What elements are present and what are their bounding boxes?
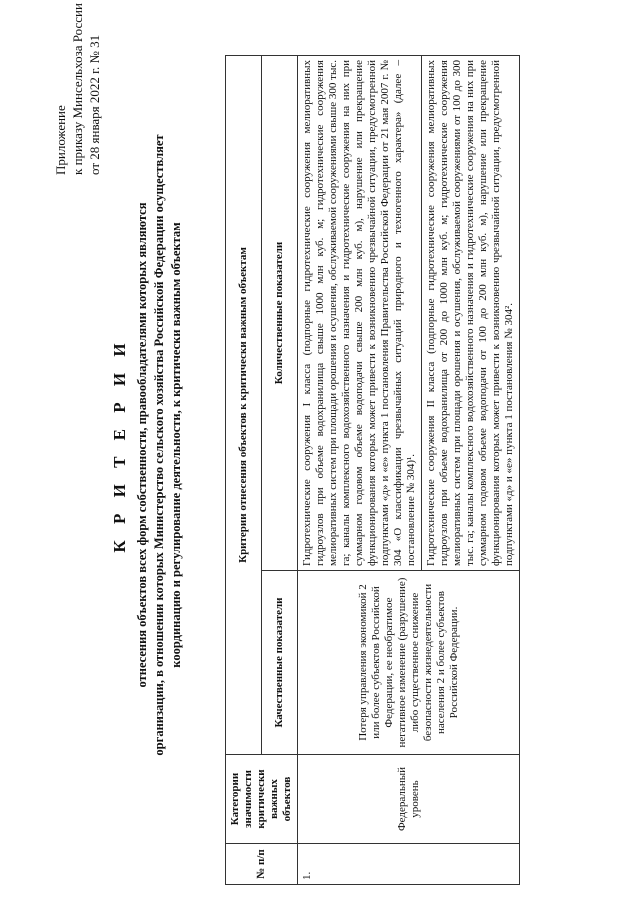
header-criteria: Критерии отнесения объектов к критически важным объектам [226, 56, 262, 755]
header-quantitative: Количественные показатели [262, 56, 298, 571]
row-num: 1. [298, 844, 520, 885]
appendix-date: от 28 января 2022 г. № 31 [87, 34, 102, 175]
row-qualitative: Потеря управления экономикой 2 или более субъектов Российской Федерации, ее необратимое негативное изменение (разрушение) либо существенное снижение безопасности жизнедеятельности населения 2 и более субъектов Российской Федерации. [298, 571, 520, 755]
appendix-header [52, 5, 103, 175]
header-num: № п/п [226, 844, 298, 885]
criteria-table [225, 55, 520, 885]
header-category: Категории значимости критически важных объектов [226, 755, 298, 844]
row-category: Федеральный уровень [298, 755, 520, 844]
title-main: К Р И Т Е Р И И [110, 337, 129, 553]
table-header-row [226, 56, 262, 885]
row-quantitative-1: Гидротехнические сооружения I класса (подпорные гидротехнические сооружения мелиоративных гидроузлов при объеме водохранилища свыше 1000 млн куб. м; гидротехнические сооружения мелиоративных систем при площади орошения и осушения, обслуживаемой сооружениями свыше 300 тыс. га; каналы комплексного водохозяйственного назначения и гидротехнические сооружения на них при суммарном годовом объеме водоподачи свыше 200 млн куб. м), нарушение или прекращение функционирования которых может привести к возникновению чрезвычайной ситуации, предусмотренной подпунктами «д» и «е» пункта 1 постановления Правительства Российской Федерации от 21 мая 2007 г. № 304 «О классификации чрезвычайных ситуаций природного и техногенного характера» (далее – постановление № 304)¹. [298, 56, 422, 571]
title-line-1: отнесения объектов всех форм собственности, правообладателями которых являются [135, 202, 149, 688]
title-line-2: организации, в отношении которых Министерство сельского хозяйства Российской Федерации осуществляет [152, 134, 166, 756]
header-qualitative: Качественные показатели [262, 571, 298, 755]
title-line-3: координацию и регулирование деятельности, к критически важным объектам [169, 222, 183, 668]
row-quantitative-2: Гидротехнические сооружения II класса (подпорные гидротехнические сооружения мелиоративных гидроузлов при объеме водохранилища от 200 до 1000 млн куб. м; гидротехнические сооружения мелиоративных систем при площади орошения и осушения, обслуживаемой сооружениями от 100 до 300 тыс. га; каналы комплексного водохозяйственного назначения и гидротехнические сооружения на них при суммарном годовом объеме водоподачи от 100 до 200 млн куб. м), нарушение или прекращение функционирования которых может привести к возникновению чрезвычайной ситуации, предусмотренной подпунктами «д» и «е» пункта 1 постановления № 304². [422, 56, 520, 571]
table-row [298, 56, 422, 885]
appendix-label: Приложение [53, 105, 68, 175]
appendix-order: к приказу Минсельхоза России [70, 3, 85, 175]
document-title [110, 15, 185, 875]
